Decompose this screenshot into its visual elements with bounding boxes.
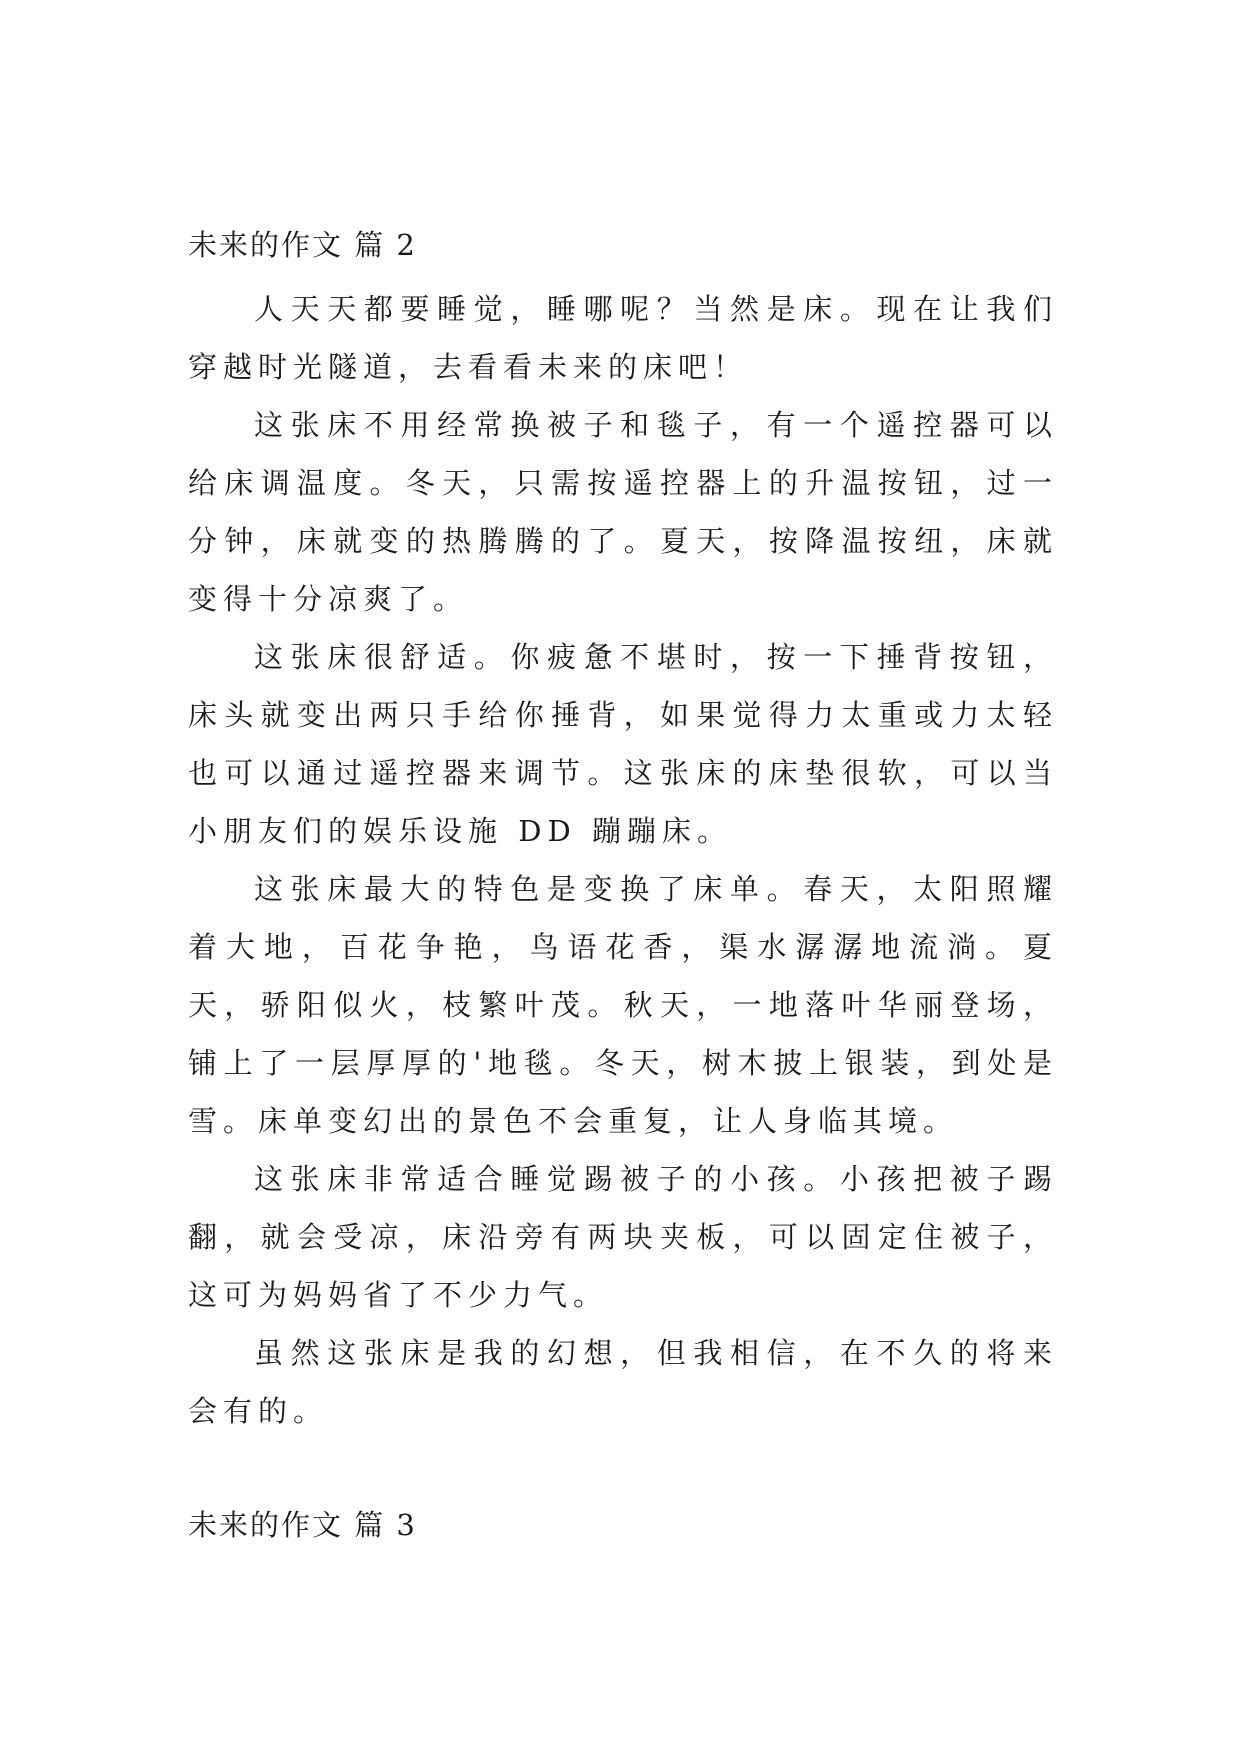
paragraph: 这张床不用经常换被子和毯子，有一个遥控器可以给床调温度。冬天，只需按遥控器上的升温按钮，过一分钟，床就变的热腾腾的了。夏天，按降温按纽，床就变得十分凉爽了。	[188, 408, 1058, 616]
essay-2-title: 未来的作文 篇 2	[188, 228, 417, 262]
paragraph: 这张床很舒适。你疲惫不堪时，按一下捶背按钮，床头就变出两只手给你捶背，如果觉得力太重或力太轻也可以通过遥控器来调节。这张床的床垫很软，可以当小朋友们的娱乐设施 DD 蹦蹦床。	[188, 640, 1058, 848]
essay-3-title: 未来的作文 篇 3	[188, 1508, 417, 1542]
paragraph: 这张床最大的特色是变换了床单。春天，太阳照耀着大地，百花争艳，鸟语花香，渠水潺潺地流淌。夏天，骄阳似火，枝繁叶茂。秋天，一地落叶华丽登场，铺上了一层厚厚的'地毯。冬天，树木披上银装，到处是雪。床单变幻出的景色不会重复，让人身临其境。	[188, 872, 1058, 1138]
paragraph: 人天天都要睡觉，睡哪呢？当然是床。现在让我们穿越时光隧道，去看看未来的床吧！	[188, 292, 1058, 384]
paragraph: 这张床非常适合睡觉踢被子的小孩。小孩把被子踢翻，就会受凉，床沿旁有两块夹板，可以固定住被子，这可为妈妈省了不少力气。	[188, 1162, 1058, 1312]
essay-2-body	[188, 280, 1058, 1440]
paragraph: 虽然这张床是我的幻想，但我相信，在不久的将来会有的。	[188, 1336, 1058, 1428]
